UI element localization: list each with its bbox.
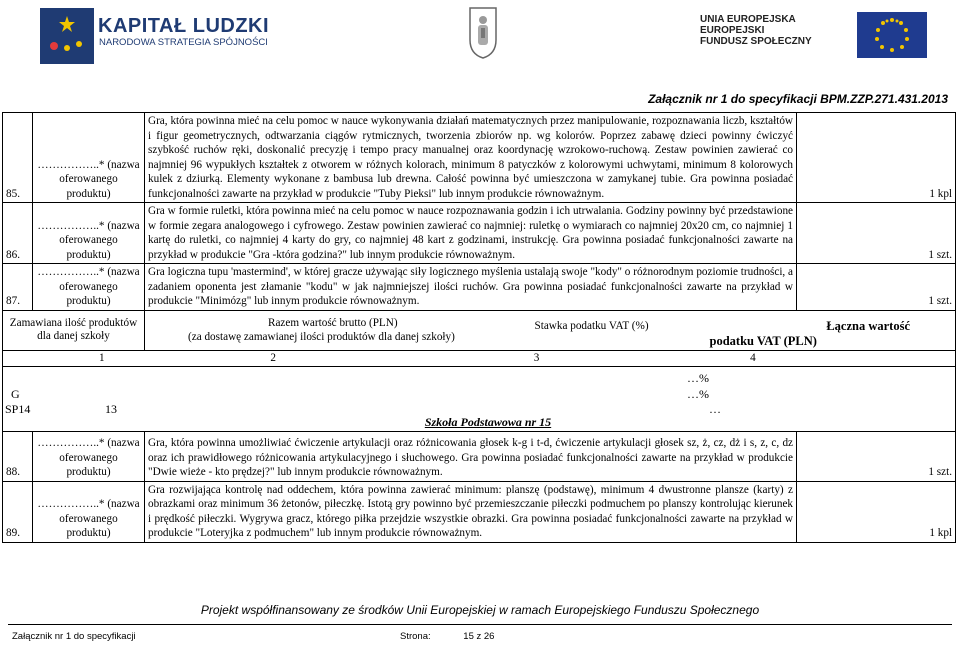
school-name: Szkoła Podstawowa nr 15 [424,414,552,429]
page-number: 15 z 26 [463,631,495,642]
summary-header-gross [145,310,745,350]
row-number: 85. [3,113,33,203]
column-numbers [3,350,956,366]
footer-divider [8,624,952,625]
kapital-ludzki-title: KAPITAŁ LUDZKI [98,15,270,37]
eu-logo-line-1: UNIA EUROPEJSKA [700,14,796,25]
school-summary-row [3,366,956,431]
kapital-ludzki-subtitle: NARODOWA STRATEGIA SPÓJNOŚCI [99,37,268,48]
col-number-1: 1 [99,351,105,364]
project-funding-note: Projekt współfinansowany ze środków Unii Europejskiej w ramach Europejskiego Funduszu Społecznego [200,603,760,617]
product-quantity: 1 kpl [797,113,956,203]
product-quantity: 1 kpl [797,481,956,542]
table-row [3,264,956,311]
vat-total-value[interactable]: … [709,401,721,416]
school-code: SP14 [5,401,31,416]
footer-attachment-label: Załącznik nr 1 do specyfikacji [12,631,136,642]
quantity-value[interactable]: 13 [105,401,117,416]
table-row [3,113,956,203]
product-name-field[interactable]: ……………..* (nazwa oferowanego produktu) [33,431,145,481]
eu-logo-line-3: FUNDUSZ SPOŁECZNY [700,36,812,47]
product-name-field[interactable]: ……………..* (nazwa oferowanego produktu) [33,264,145,311]
gross-header-line2: (za dostawę zamawianej ilości produktów dla danej szkoły) [188,331,455,343]
table-row [3,431,956,481]
vat-rate-value-1[interactable]: …% [687,370,709,385]
product-description: Gra w formie ruletki, która powinna mieć na celu pomoc w nauce rozpoznawania godzin i ich utrwalania. Godziny powinny być przedstawione w formie zegara analogowego i cyfrowego. Zestaw powinien zawierać co najmniej: ruletkę o wymiarach co najmniej 20x20 cm, co najmniej 1 kartę do ruletki, co najmniej 4 karty do gry, co najmniej 48 kart z godzinami, instrukcję. Gra powinna posiadać funkcjonalności zawarte na przykład w produkcie "Gra -która godzina?" lub innym produkcie równoważnym. [145,203,797,264]
product-table [2,112,956,543]
summary-number-row [3,350,956,366]
eu-logo-line-2: EUROPEJSKI [700,25,765,36]
summary-header-row [3,310,956,350]
group-label: G [11,386,20,401]
row-number: 89. [3,481,33,542]
vat-total-header: Łączna wartość podatku VAT (PLN) [709,318,911,348]
table-row [3,481,956,542]
gross-header-line1: Razem wartość brutto (PLN) [268,317,398,329]
school-summary-content [3,367,955,431]
product-name-field[interactable]: ……………..* (nazwa oferowanego produktu) [33,113,145,203]
row-number: 87. [3,264,33,311]
product-name-field[interactable]: ……………..* (nazwa oferowanego produktu) [33,481,145,542]
table-row [3,203,956,264]
col-number-3: 3 [533,351,540,364]
product-quantity: 1 szt. [797,203,956,264]
product-description: Gra, która powinna mieć na celu pomoc w nauce wykonywania działań matematycznych przez manipulowanie, rozpoznawania liczb, kształtów i figur geometrycznych, odtwarzania ciągów rytmicznych, tworzenia zbiorów np. wg kolorów. Poprzez zabawę dzieci powinny ćwiczyć szybkość ruchów ręki, doskonalić precyzję i tempo pracy manualnej oraz koordynację wzrokowo-ruchową. Zestaw powinien zawierać co najmniej 96 wypukłych kształtek z otworem w różnych kolorach, minimum 8 patyczków z kolorowymi uchwytami, minimum 8 kolorowych kulek z dziurką. Elementy wykonane z bambusa lub drewna. Całość powinna być umieszczona w zamykanej tubie. Gra powinna posiadać funkcjonalności zawarte na przykład w produkcie "Tuby Pieksi" lub innym produkcie równoważnym. [145,113,797,203]
product-name-field[interactable]: ……………..* (nazwa oferowanego produktu) [33,203,145,264]
product-quantity: 1 szt. [797,431,956,481]
vat-rate-header: Stawka podatku VAT (%) [534,319,649,332]
product-quantity: 1 szt. [797,264,956,311]
summary-header-vat [534,310,956,350]
product-description: Gra rozwijająca kontrolę nad oddechem, która powinna zawierać minimum: planszę (podstawę), minimum 4 dwustronne plansze (karty) z obrazkami oraz minimum 36 żetonów, piłeczkę. Istotą gry powinno być przemieszczanie piłeczki podmuchem po planszy kontrolując kierunek i prędkość piłeczki. Wygrywa gracz, którego piłka przejdzie wszystkie obrazki. Gra powinna posiadać funkcjonalności zawarte na przykład w produkcie "Loteryjka z podmuchem" lub innym produkcie równoważnym. [145,481,797,542]
col-number-4: 4 [750,351,756,364]
attachment-reference: Załącznik nr 1 do specyfikacji BPM.ZZP.271.431.2013 [648,92,948,106]
vat-rate-value-2[interactable]: …% [687,386,709,401]
kapital-ludzki-logo [40,8,94,64]
col-number-2: 2 [270,351,276,364]
eu-logo-text [700,14,812,47]
page-label: Strona: [400,631,431,642]
page-indicator [400,631,494,642]
eu-flag-icon [857,12,927,58]
school-summary-cell [3,366,956,431]
city-crest-icon [468,6,498,60]
row-number: 86. [3,203,33,264]
product-description: Gra, która powinna umożliwiać ćwiczenie artykulacji oraz różnicowania głosek k-g i t-d, ćwiczenie artykulacji głosek sz, ż, cz, dż i s, z, c, dz oraz ich prawidłowego różnicowania artykulacyjnego i słuchowego. Gra powinna posiadać funkcjonalności zawarte na przykład w produkcie "Dwie wieże - kto prędzej?" lub innym produkcie równoważnym. [145,431,797,481]
document-header [0,0,960,90]
summary-header-quantity: Zamawiana ilość produktów dla danej szkoły [3,310,145,350]
row-number: 88. [3,431,33,481]
product-description: Gra logiczna tupu 'mastermind', w której gracze używając siły logicznego myślenia ustalają swoje "kody" o różnorodnym poziomie trudności, a zadaniem oponenta jest złamanie "kodu" w jak najmniejszej ilości ruchów. Gra powinna posiadać funkcjonalności zawarte na przykład w produkcie "Minimózg" lub innym produkcie równoważnym. [145,264,797,311]
